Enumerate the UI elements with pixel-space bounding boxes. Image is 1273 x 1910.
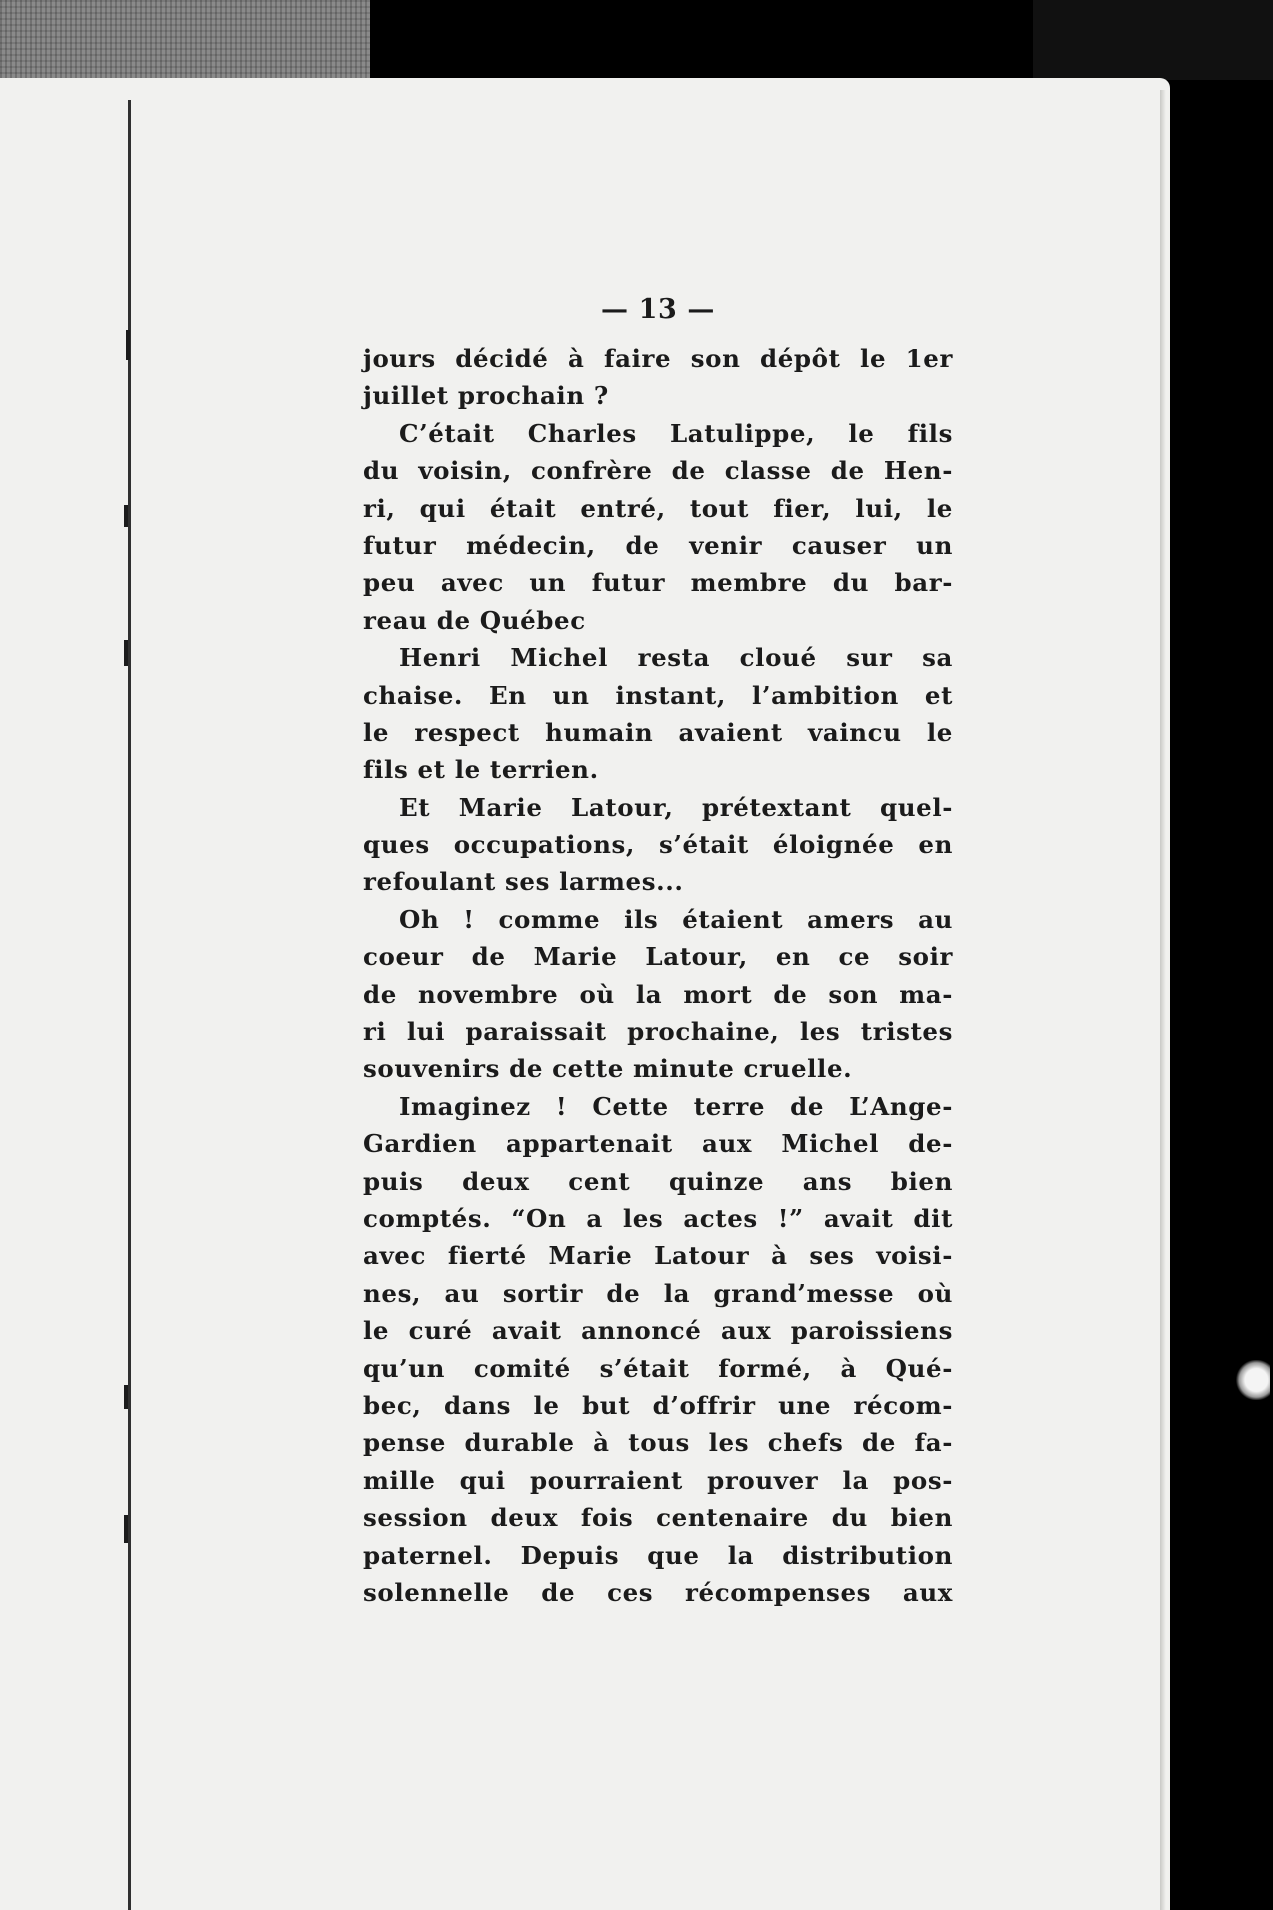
text-line: souvenirs de cette minute cruelle. [363, 1054, 853, 1084]
scan-border-top-right [1033, 0, 1273, 80]
text-line: le respect humain avaient vaincu le [363, 717, 953, 747]
gutter-mark [126, 330, 130, 360]
page-number: — 13 — [601, 294, 715, 325]
text-line: Gardien appartenait aux Michel de- [363, 1129, 953, 1159]
text-line: mille qui pourraient prouver la pos- [363, 1465, 953, 1495]
text-line: reau de Québec [363, 605, 586, 635]
text-line: avec fierté Marie Latour à ses voisi- [363, 1241, 953, 1271]
gutter-mark [124, 505, 128, 527]
text-line: chaise. En un instant, l’ambition et [363, 680, 953, 710]
text-line: Henri Michel resta cloué sur sa [399, 643, 953, 673]
text-line: le curé avait annoncé aux paroissiens [363, 1316, 953, 1346]
text-line: de novembre où la mort de son ma- [363, 979, 953, 1009]
text-line: du voisin, confrère de classe de Hen- [363, 456, 953, 486]
gutter-mark [124, 640, 128, 666]
text-line: fils et le terrien. [363, 755, 599, 785]
text-line: paternel. Depuis que la distribution [363, 1540, 953, 1570]
page-text-block [363, 290, 953, 1611]
binding-gutter-line [128, 100, 131, 1910]
text-line: futur médecin, de venir causer un [363, 530, 953, 560]
text-line: coeur de Marie Latour, en ce soir [363, 942, 953, 972]
text-line: pense durable à tous les chefs de fa- [363, 1428, 953, 1458]
text-line: puis deux cent quinze ans bien [363, 1166, 953, 1196]
scan-artifact [1236, 1360, 1270, 1400]
page-edge-shadow [1160, 90, 1166, 1910]
text-line: session deux fois centenaire du bien [363, 1503, 953, 1533]
text-line: Et Marie Latour, prétextant quel- [399, 792, 953, 822]
text-line: Oh ! comme ils étaient amers au [399, 904, 953, 934]
text-line: comptés. “On a les actes !” avait dit [363, 1203, 953, 1233]
text-line: nes, au sortir de la grand’messe où [363, 1278, 953, 1308]
text-line: bec, dans le but d’offrir une récom- [363, 1390, 953, 1420]
text-line: refoulant ses larmes... [363, 867, 684, 897]
text-line: qu’un comité s’était formé, à Qué- [363, 1353, 953, 1383]
text-lines [363, 340, 953, 1611]
text-line: juillet prochain ? [363, 381, 609, 411]
text-line: jours décidé à faire son dépôt le 1er [363, 344, 953, 373]
text-line: ri, qui était entré, tout fier, lui, le [363, 493, 953, 523]
text-line: ri lui paraissait prochaine, les tristes [363, 1017, 953, 1047]
gutter-mark [124, 1385, 128, 1409]
text-line: peu avec un futur membre du bar- [363, 568, 953, 598]
text-line: Imaginez ! Cette terre de L’Ange- [399, 1091, 953, 1121]
text-line: ques occupations, s’était éloignée en [363, 830, 953, 860]
gutter-mark [124, 1515, 128, 1543]
text-line: solennelle de ces récompenses aux [363, 1577, 953, 1607]
text-line: C’était Charles Latulippe, le fils [399, 418, 953, 448]
